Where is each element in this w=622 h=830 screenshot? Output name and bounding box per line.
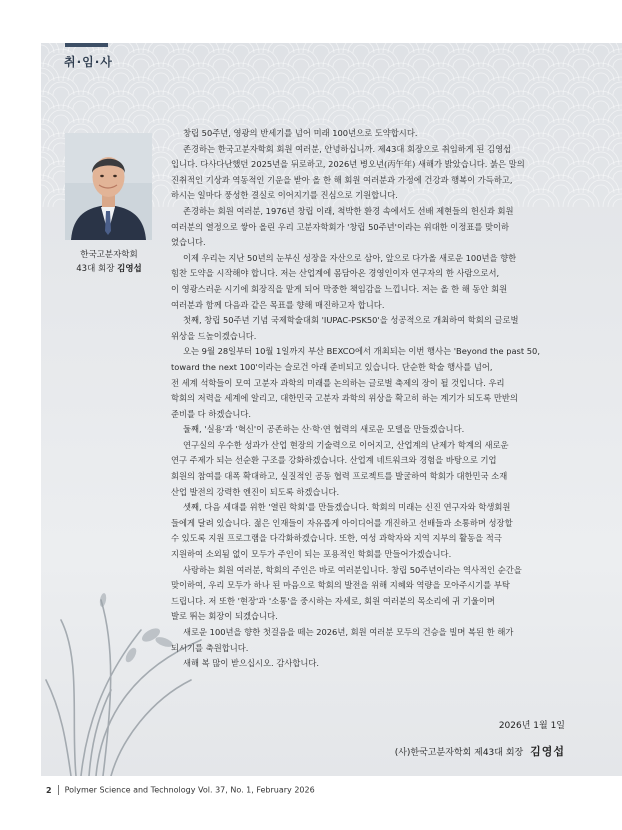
wave-arc (128, 54, 154, 67)
wave-arc (468, 68, 494, 81)
wave-arc (353, 101, 369, 109)
wave-arc (268, 96, 294, 109)
signoff-title: (사)한국고분자학회 제43대 회장 (394, 748, 524, 758)
wave-arc (373, 87, 389, 95)
body-paragraph: 첫째, 창립 50주년 기념 국제학술대회 'IUPAC-PSK50'을 성공적으로 개최하여 학회의 글로벌 위상을 드높이겠습니다. (171, 315, 519, 341)
wave-arc (453, 87, 469, 95)
wave-arc (148, 68, 174, 81)
wave-arc (128, 110, 154, 123)
wave-arc (408, 110, 434, 123)
wave-arc (288, 54, 314, 67)
wave-arc (48, 110, 74, 123)
wave-arc (573, 115, 589, 123)
page-number: 2 (46, 785, 52, 795)
wave-arc (128, 82, 154, 95)
wave-arc (448, 110, 474, 123)
wave-arc (568, 54, 594, 67)
wave-arc (428, 43, 454, 53)
wave-arc (148, 43, 174, 53)
wave-arc (508, 43, 534, 53)
wave-arc (233, 45, 249, 53)
wave-arc (493, 87, 509, 95)
caption-name: 김영섭 (117, 264, 142, 274)
wave-arc (233, 73, 249, 81)
wave-arc (308, 68, 334, 81)
wave-arc (448, 54, 474, 67)
wave-arc (253, 115, 269, 123)
wave-arc (328, 110, 354, 123)
wave-arc (113, 73, 129, 81)
wave-arc (348, 43, 374, 53)
wave-arc (88, 110, 114, 123)
wave-arc (613, 199, 622, 207)
wave-arc (228, 43, 254, 53)
wave-arc (73, 73, 89, 81)
wave-arc (313, 45, 329, 53)
wave-arc (273, 45, 289, 53)
wave-arc (408, 54, 434, 67)
wave-arc (493, 115, 509, 123)
wave-arc (108, 96, 134, 109)
wave-arc (53, 115, 69, 123)
caption-role: 43대 회장 (76, 264, 115, 274)
wave-arc (41, 45, 49, 53)
wave-arc (613, 143, 622, 151)
body-paragraph: 둘째, '실용'과 '혁신'이 공존하는 산·학·연 협력의 새로운 모델을 만들겠습니다. (183, 424, 465, 435)
wave-arc (113, 45, 129, 53)
wave-arc (328, 82, 354, 95)
wave-arc (553, 101, 569, 109)
wave-arc (428, 96, 454, 109)
wave-arc (433, 73, 449, 81)
wave-arc (41, 73, 49, 81)
wave-arc (388, 96, 414, 109)
wave-arc (533, 87, 549, 95)
body-paragraph: 이제 우리는 지난 50년의 눈부신 성장을 자산으로 삼아, 앞으로 다가올 새로운 100년을 향한 힘찬 도약을 시작해야 합니다. 저는 산업계에 몸담아온 경영인이자 연구자의 한 사람으로서, 이 영광스러운 시기에 회장직을 맡게 되어 막중한 책임감을 느낍니다. 저는 올 한 해 동안 회원 여러분과 함께 다음과 같은 목표를 향해 매진하고자 합니다. (171, 252, 517, 310)
wave-arc (473, 45, 489, 53)
wave-arc (168, 110, 194, 123)
wave-arc (213, 115, 229, 123)
wave-arc (548, 43, 574, 53)
wave-arc (393, 73, 409, 81)
wave-arc (288, 110, 314, 123)
page-footer (46, 785, 315, 795)
wave-arc (388, 43, 414, 53)
wave-arc (353, 45, 369, 53)
wave-arc (248, 54, 274, 67)
wave-arc (208, 82, 234, 95)
wave-arc (248, 82, 274, 95)
wave-arc (453, 115, 469, 123)
wave-arc (48, 82, 74, 95)
wave-arc (188, 68, 214, 81)
wave-arc (288, 82, 314, 95)
wave-arc (308, 43, 334, 53)
title-accent-bar (65, 43, 108, 47)
wave-arc (208, 110, 234, 123)
body-paragraph: 존경하는 회원 여러분, 1976년 창립 이래, 척박한 환경 속에서도 선배 제현들의 헌신과 회원 여러분의 열정으로 쌓아 올린 우리 고분자학회가 '창립 50주년'이라는 위대한 이정표를 맞이하 였습니다. (171, 205, 514, 248)
wave-arc (173, 59, 189, 67)
wave-arc (153, 157, 169, 165)
wave-arc (593, 101, 609, 109)
wave-arc (368, 82, 394, 95)
wave-arc (193, 73, 209, 81)
wave-arc (193, 45, 209, 53)
wave-arc (168, 82, 194, 95)
wave-arc (613, 59, 622, 67)
wave-arc (413, 59, 429, 67)
wave-arc (368, 110, 394, 123)
body-paragraph: 사랑하는 회원 여러분, 학회의 주인은 바로 여러분입니다. 창립 50주년이라는 역사적인 순간을 맞이하여, 우리 모두가 하나 된 마음으로 학회의 발전을 위해 지혜와 역량을 모아주시기를 부탁 드립니다. 저 또한 '현장'과 '소통'을 중시하는 자세로, 회원 여러분의 목소리에 귀 기울이며 발로 뛰는 회장이 되겠습니다. (171, 564, 522, 622)
wave-arc (568, 82, 594, 95)
wave-arc (488, 54, 514, 67)
wave-arc (188, 43, 214, 53)
wave-arc (148, 96, 174, 109)
wave-arc (393, 45, 409, 53)
wave-arc (473, 73, 489, 81)
wave-arc (513, 45, 529, 53)
wave-arc (213, 59, 229, 67)
wave-arc (533, 115, 549, 123)
wave-arc (228, 68, 254, 81)
wave-arc (493, 59, 509, 67)
wave-arc (153, 73, 169, 81)
wave-arc (468, 43, 494, 53)
wave-arc (588, 68, 614, 81)
president-caption (50, 248, 168, 276)
wave-arc (193, 101, 209, 109)
address-body (171, 126, 597, 672)
wave-arc (553, 45, 569, 53)
wave-arc (268, 43, 294, 53)
wave-arc (313, 73, 329, 81)
wave-arc (433, 45, 449, 53)
wave-arc (228, 96, 254, 109)
wave-arc (208, 54, 234, 67)
wave-arc (168, 54, 194, 67)
wave-arc (233, 101, 249, 109)
wave-arc (213, 87, 229, 95)
wave-arc (408, 82, 434, 95)
wave-arc (133, 59, 149, 67)
wave-arc (133, 87, 149, 95)
wave-arc (573, 87, 589, 95)
wave-arc (93, 87, 109, 95)
caption-org: 한국고분자학회 (80, 250, 138, 260)
wave-arc (468, 96, 494, 109)
wave-arc (388, 68, 414, 81)
wave-arc (528, 110, 554, 123)
wave-arc (588, 43, 614, 53)
wave-arc (153, 185, 169, 193)
wave-arc (513, 73, 529, 81)
wave-arc (108, 43, 134, 53)
wave-arc (153, 129, 169, 137)
president-portrait (65, 133, 152, 240)
caption-role-line (50, 262, 168, 276)
wave-arc (528, 82, 554, 95)
wave-arc (353, 73, 369, 81)
signoff-name: 김영섭 (530, 745, 565, 758)
wave-arc (448, 82, 474, 95)
wave-arc (488, 82, 514, 95)
wave-arc (41, 129, 49, 137)
footer-divider (58, 785, 59, 795)
wave-arc (88, 82, 114, 95)
wave-arc (588, 96, 614, 109)
wave-arc (488, 110, 514, 123)
wave-arc (573, 59, 589, 67)
wave-arc (453, 59, 469, 67)
wave-arc (293, 59, 309, 67)
wave-arc (568, 110, 594, 123)
wave-arc (333, 59, 349, 67)
wave-arc (368, 54, 394, 67)
wave-arc (293, 87, 309, 95)
body-paragraph: 창립 50주년, 영광의 반세기를 넘어 미래 100년으로 도약합시다. (183, 128, 418, 138)
body-paragraph: 셋째, 다음 세대를 위한 '열린 학회'를 만들겠습니다. 학회의 미래는 신진 연구자와 학생회원 들에게 달려 있습니다. 젊은 인재들이 자유롭게 아이디어를 개진하고 선배들과 소통하며 성장할 수 있도록 지원 프로그램을 다각화하겠습니다. 또한, 여성 과학자와 지역 지부의 활동을 적극 지원하여 소외됨 없이 모두가 주인이 되는 포용적인 학회를 만들어가겠습니다. (171, 502, 513, 560)
wave-arc (41, 157, 49, 165)
wave-arc (548, 68, 574, 81)
signoff (395, 713, 565, 766)
wave-arc (273, 73, 289, 81)
wave-arc (328, 54, 354, 67)
wave-arc (473, 101, 489, 109)
body-paragraph: 새로운 100년을 향한 첫걸음을 떼는 2026년, 회원 여러분 모두의 건승을 빌며 복된 한 해가 되시기를 축원합니다. (171, 627, 514, 653)
wave-arc (508, 96, 534, 109)
wave-arc (553, 73, 569, 81)
wave-arc (73, 101, 89, 109)
signoff-date: 2026년 1월 1일 (498, 721, 565, 731)
wave-arc (153, 101, 169, 109)
wave-arc (133, 115, 149, 123)
wave-arc (413, 87, 429, 95)
wave-arc (41, 185, 49, 193)
wave-arc (293, 115, 309, 123)
wave-arc (113, 101, 129, 109)
wave-arc (173, 87, 189, 95)
wave-arc (413, 115, 429, 123)
body-paragraph: 존경하는 한국고분자학회 회원 여러분, 안녕하십니까. 제43대 회장으로 취임하게 된 김영섭 입니다. 다사다난했던 2025년을 뒤로하고, 2026년 병오년(丙午年) 새해가 밝았습니다. 붉은 말의 진취적인 기상과 역동적인 기운을 받아 올 한 해 회원 여러분과 가정에 건강과 행복이 가득하고, 하시는 일마다 풍성한 결실로 이어지기를 진심으로 기원합니다. (171, 143, 525, 201)
wave-arc (41, 43, 59, 53)
wave-arc (348, 96, 374, 109)
wave-arc (153, 45, 169, 53)
wave-arc (528, 54, 554, 67)
wave-arc (608, 194, 622, 207)
wave-arc (593, 45, 609, 53)
wave-arc (373, 115, 389, 123)
wave-arc (373, 59, 389, 67)
wave-arc (93, 115, 109, 123)
wave-arc (393, 101, 409, 109)
wave-arc (513, 101, 529, 109)
wave-arc (173, 115, 189, 123)
wave-arc (508, 68, 534, 81)
wave-arc (273, 101, 289, 109)
wave-arc (68, 96, 94, 109)
wave-arc (248, 110, 274, 123)
body-paragraph: 연구실의 우수한 성과가 산업 현장의 기술력으로 이어지고, 산업계의 난제가 학계의 새로운 연구 주제가 되는 선순환 구조를 강화하겠습니다. 산업계 네트워크와 경험을 바탕으로 기업 회원의 참여를 대폭 확대하고, 실질적인 공동 협력 프로젝트를 발굴하여 학회가 대한민국 소재 산업 발전의 강력한 엔진이 되도록 하겠습니다. (171, 439, 509, 497)
journal-info: Polymer Science and Technology Vol. 37, No. 1, February 2026 (64, 785, 315, 795)
wave-arc (613, 115, 622, 123)
wave-arc (428, 68, 454, 81)
body-paragraph: 새해 복 많이 받으십시오. 감사합니다. (183, 658, 320, 669)
wave-arc (253, 59, 269, 67)
wave-arc (188, 96, 214, 109)
wave-arc (613, 171, 622, 179)
wave-arc (41, 101, 49, 109)
wave-arc (548, 96, 574, 109)
wave-arc (533, 59, 549, 67)
wave-arc (348, 68, 374, 81)
body-paragraph: 오는 9월 28일부터 10월 1일까지 부산 BEXCO에서 개최되는 이번 행사는 'Beyond the past 50, toward the next 100'이라는 슬로건 아래 준비되고 있습니다. 단순한 학술 행사를 넘어, 전 세계 석학들이 모여 고분자 과학의 미래를 논의하는 글로벌 축제의 장이 될 것입니다. 우리 학회의 저력을 세계에 알리고, 대한민국 고분자 과학의 위상을 확고히 하는 계기가 되도록 만반의 준비를 다 하겠습니다. (171, 346, 540, 419)
wave-arc (613, 87, 622, 95)
wave-arc (593, 73, 609, 81)
section-title: 취·임·사 (64, 55, 113, 69)
wave-arc (253, 87, 269, 95)
wave-arc (268, 68, 294, 81)
signoff-line (395, 739, 565, 766)
wave-arc (333, 87, 349, 95)
wave-arc (313, 101, 329, 109)
wave-arc (433, 101, 449, 109)
wave-arc (308, 96, 334, 109)
wave-arc (333, 115, 349, 123)
wave-arc (53, 87, 69, 95)
